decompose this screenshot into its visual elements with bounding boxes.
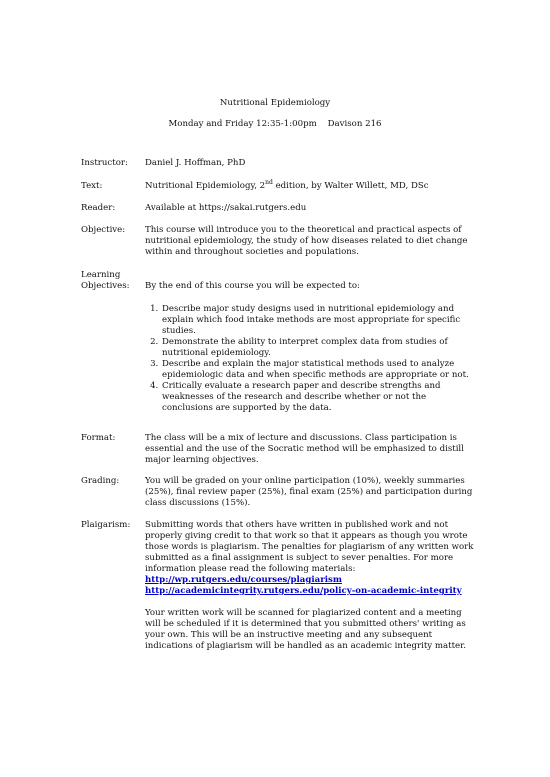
learning-objectives-label-line2: Objectives: — [81, 281, 130, 291]
learning-objectives-label-line1: Learning — [81, 270, 121, 280]
list-item: 2. Demonstrate the ability to interpret complex data from studies of nutritional epidemiology. — [161, 337, 475, 359]
plagiarism-paragraph-1: Submitting words that others have written in published work and not properly giving credit to that work so that it appears as though you wrote those words is plagiarism. The penalties for plagiarism of any written work submitted as a final assignment is subject to sever penalties. For more information please read the following materials: — [145, 520, 474, 574]
grading-label: Grading: — [81, 476, 120, 486]
plagiarism-link-wp[interactable]: http://wp.rutgers.edu/courses/plagiarism — [145, 575, 342, 585]
text-value-sup: nd — [265, 179, 273, 187]
format-value: The class will be a mix of lecture and discussions. Class participation is essential and the use of the Socratic method will be emphasized to distill major learning objectives. — [145, 433, 464, 465]
list-item: 3. Describe and explain the major statistical methods used to analyze epidemiologic data and when specific methods are appropriate or not. — [161, 359, 475, 381]
format-label: Format: — [81, 433, 116, 443]
text-value — [145, 181, 475, 192]
objective-value: This course will introduce you to the theoretical and practical aspects of nutritional epidemiology, the study of how diseases related to diet change within and throughout societies and populations. — [145, 225, 468, 257]
reader-label: Reader: — [81, 203, 116, 213]
text-label: Text: — [81, 181, 103, 191]
course-title: Nutritional Epidemiology — [219, 98, 331, 108]
list-item: 1. Describe major study designs used in nutritional epidemiology and explain which food intake methods are most appropriate for specific studies. — [161, 304, 475, 337]
plagiarism-paragraph-2: Your written work will be scanned for plagiarized content and a meeting will be scheduled if it is determined that you submitted others' writing as your own. This will be an instructive meeting and any subsequent indications of plagiarism will be handled as an academic integrity matter. — [145, 608, 467, 651]
learning-objectives-intro: By the end of this course you will be expected to: — [145, 281, 360, 291]
grading-value: You will be graded on your online participation (10%), weekly summaries (25%), final review paper (25%), final exam (25%) and participation during class discussions (15%). — [145, 476, 473, 508]
instructor-label: Instructor: — [81, 158, 128, 168]
list-item: 4. Critically evaluate a research paper and describe strengths and weaknesses of the research and describe whether or not the conclusions are supported by the data. — [161, 381, 475, 414]
text-value-rest: edition, by Walter Willett, MD, DSc — [272, 181, 429, 191]
learning-objectives-label — [81, 270, 141, 292]
learning-objectives-list — [145, 304, 475, 414]
reader-value: Available at https://sakai.rutgers.edu — [145, 203, 307, 213]
course-schedule: Monday and Friday 12:35-1:00pm Davison 216 — [168, 119, 382, 129]
plagiarism-link-academic-integrity[interactable]: http://academicintegrity.rutgers.edu/policy-on-academic-integrity — [145, 586, 462, 596]
text-value-main: Nutritional Epidemiology, 2 — [145, 181, 266, 191]
objective-label: Objective: — [81, 225, 126, 235]
plagiarism-section — [145, 520, 475, 652]
plagiarism-label: Plaigarism: — [81, 520, 131, 530]
instructor-value: Daniel J. Hoffman, PhD — [145, 158, 246, 168]
